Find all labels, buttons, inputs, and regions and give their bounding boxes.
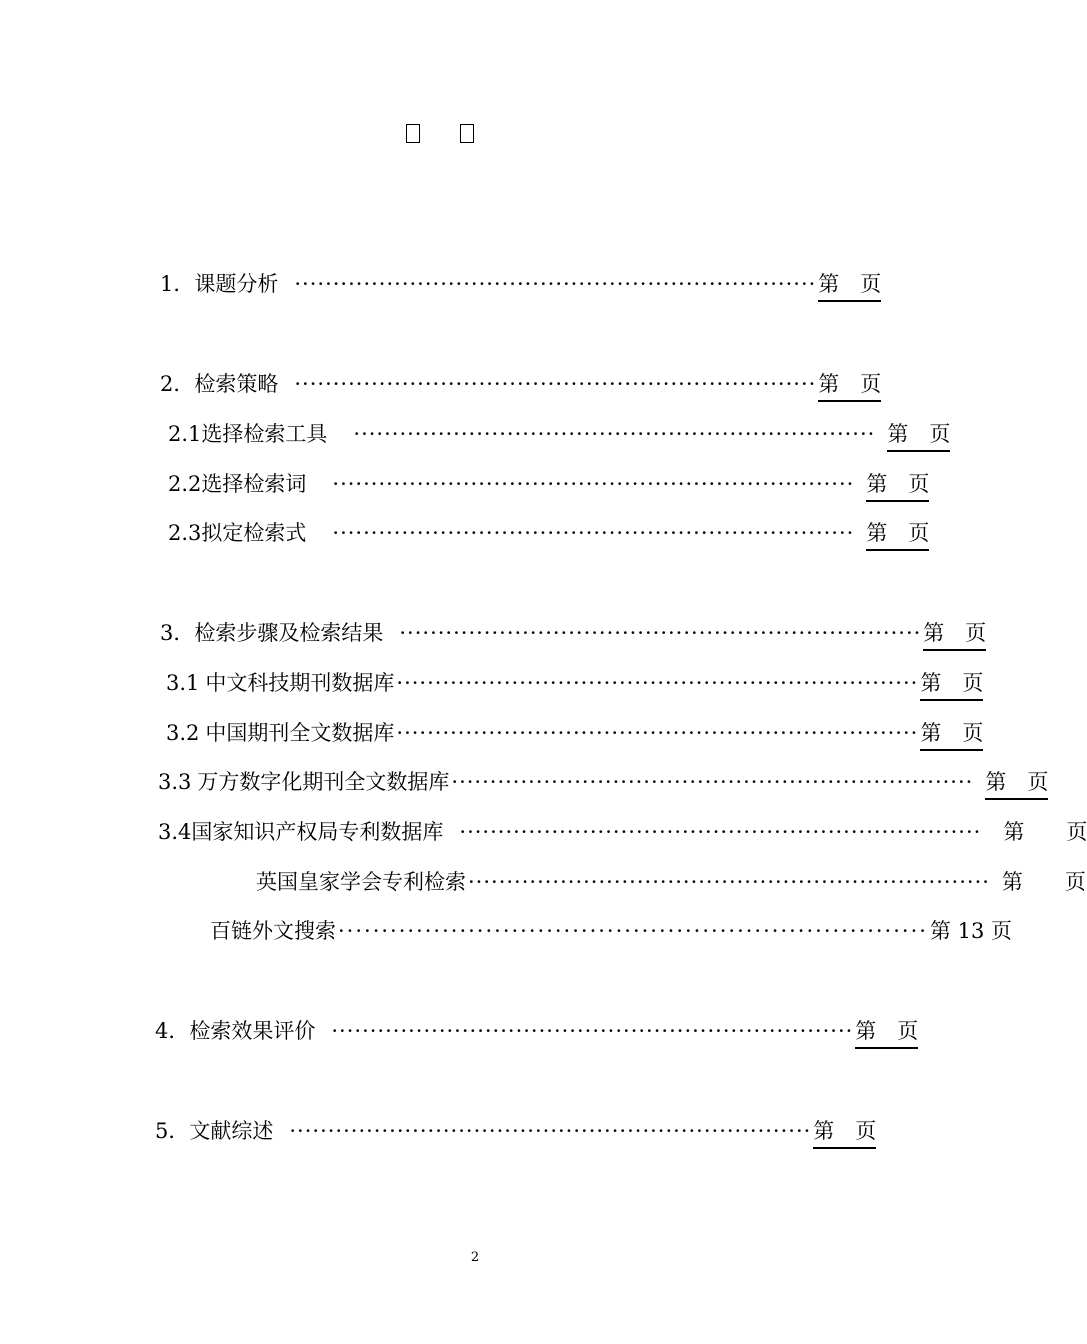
toc-number: 2.3 bbox=[168, 521, 202, 545]
toc-page: 第 页 bbox=[866, 468, 929, 502]
toc-number: 3.1 bbox=[166, 671, 200, 695]
toc-number: 5． bbox=[155, 1119, 190, 1143]
toc-label: 文献综述 bbox=[189, 1119, 274, 1143]
toc-leader: ···································································· bbox=[353, 422, 876, 446]
toc-leader: ···································································· bbox=[331, 1019, 854, 1043]
toc-page: 第 页 bbox=[866, 517, 929, 551]
title-glyph-1 bbox=[406, 124, 420, 143]
toc-entry-4[interactable] bbox=[155, 1015, 919, 1049]
toc-label: 选择检索词 bbox=[201, 472, 307, 496]
title-glyph-2 bbox=[460, 124, 474, 143]
toc-page: 第 页 bbox=[920, 717, 983, 751]
toc-leader: ···································································· bbox=[396, 671, 919, 695]
toc-label: 检索效果评价 bbox=[189, 1019, 316, 1043]
toc-label: 万方数字化期刊全文数据库 bbox=[197, 770, 450, 794]
toc-number: 1． bbox=[160, 272, 195, 296]
toc-page: 第 页 bbox=[855, 1015, 918, 1049]
toc-leader: ···································································· bbox=[468, 870, 990, 894]
toc-entry-3-4[interactable] bbox=[158, 816, 1087, 846]
toc-label: 英国皇家学会专利检索 bbox=[256, 870, 466, 894]
toc-label: 检索步骤及检索结果 bbox=[194, 621, 384, 645]
toc-leader: ···································································· bbox=[294, 372, 817, 396]
toc-number: 3.4 bbox=[158, 820, 192, 844]
toc-page: 第 页 bbox=[818, 368, 881, 402]
toc-page: 第 页 bbox=[985, 766, 1048, 800]
toc-entry-3-1[interactable] bbox=[166, 667, 984, 701]
toc-entry-3-4-sub-1[interactable] bbox=[256, 866, 1086, 896]
toc-label: 中文科技期刊数据库 bbox=[205, 671, 395, 695]
toc-entry-1[interactable] bbox=[160, 268, 882, 302]
toc-entry-2-3[interactable] bbox=[168, 517, 930, 551]
toc-label: 检索策略 bbox=[194, 372, 279, 396]
toc-entry-3-2[interactable] bbox=[166, 717, 984, 751]
toc-page: 第 页 bbox=[813, 1115, 876, 1149]
toc-label: 国家知识产权局专利数据库 bbox=[191, 820, 444, 844]
toc-page: 第 页 bbox=[923, 617, 986, 651]
toc-entry-2[interactable] bbox=[160, 368, 882, 402]
toc-number: 4． bbox=[155, 1019, 190, 1043]
toc-leader: ···································································· bbox=[289, 1119, 812, 1143]
toc-leader: ···································································· bbox=[338, 919, 928, 943]
toc-page: 第 页 bbox=[1001, 870, 1086, 894]
toc-leader: ···································································· bbox=[332, 472, 855, 496]
toc-leader: ···································································· bbox=[294, 272, 817, 296]
toc-page: 第 页 bbox=[1003, 820, 1087, 844]
toc-number: 3． bbox=[160, 621, 195, 645]
toc-label: 中国期刊全文数据库 bbox=[205, 721, 395, 745]
toc-entry-2-2[interactable] bbox=[168, 468, 930, 502]
toc-label: 选择检索工具 bbox=[201, 422, 328, 446]
toc-entry-3-3[interactable] bbox=[158, 766, 1049, 800]
toc-entry-2-1[interactable] bbox=[168, 418, 951, 452]
toc-leader: ···································································· bbox=[451, 770, 974, 794]
toc-number: 3.2 bbox=[166, 721, 200, 745]
toc-page: 第 13 页 bbox=[929, 919, 1012, 943]
toc-leader: ···································································· bbox=[396, 721, 919, 745]
toc-number: 2.1 bbox=[168, 422, 202, 446]
toc-entry-3-4-sub-2[interactable] bbox=[210, 915, 1012, 945]
toc-entry-5[interactable] bbox=[155, 1115, 877, 1149]
toc-number: 2.2 bbox=[168, 472, 202, 496]
toc-label: 拟定检索式 bbox=[201, 521, 307, 545]
toc-entry-3[interactable] bbox=[160, 617, 987, 651]
toc-label: 百链外文搜索 bbox=[210, 919, 336, 943]
toc-title bbox=[380, 120, 500, 144]
toc-number: 3.3 bbox=[158, 770, 192, 794]
toc-label: 课题分析 bbox=[194, 272, 279, 296]
toc-leader: ···································································· bbox=[459, 820, 982, 844]
toc-page: 第 页 bbox=[818, 268, 881, 302]
toc-leader: ···································································· bbox=[399, 621, 922, 645]
toc-page: 第 页 bbox=[887, 418, 950, 452]
toc-leader: ···································································· bbox=[332, 521, 855, 545]
toc-number: 2． bbox=[160, 372, 195, 396]
page-number: 2 bbox=[470, 1250, 480, 1265]
toc-page: 第 页 bbox=[920, 667, 983, 701]
